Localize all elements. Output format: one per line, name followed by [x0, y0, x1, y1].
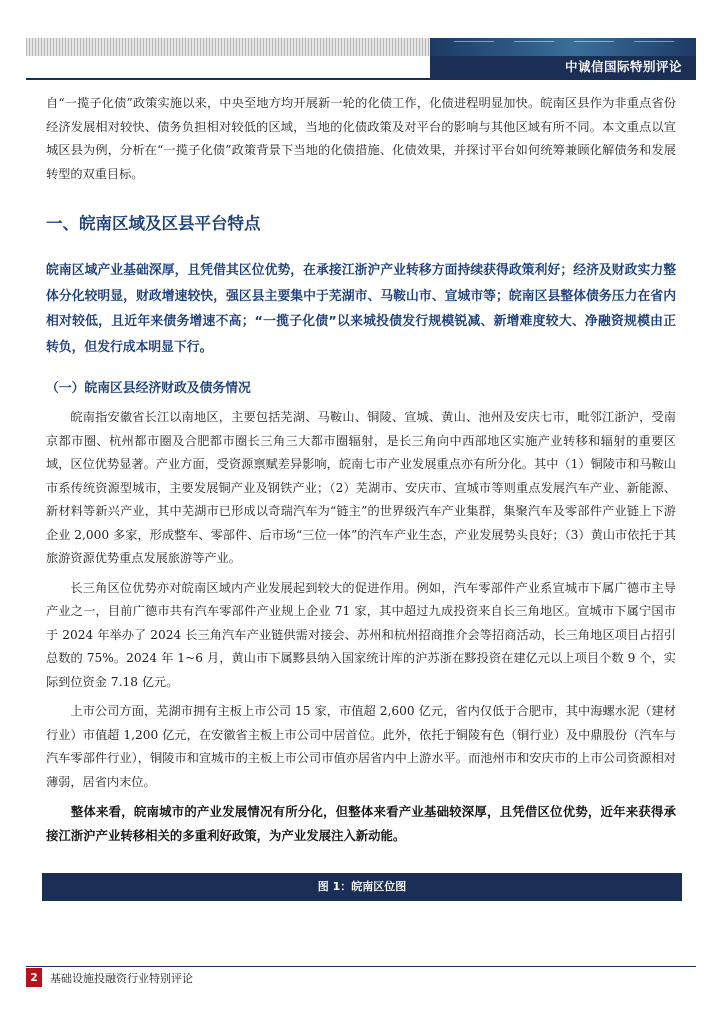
body-paragraph-1: 皖南指安徽省长江以南地区，主要包括芜湖、马鞍山、铜陵、宣城、黄山、池州及安庆七市，毗邻江浙沪，受南京都市圈、杭州都市圈及合肥都市圈长三角三大都市圈辐射，是长三角向中西部地区实施产业转移和辐射的重要区域，区位优势显著。产业方面，受资源禀赋差异影响，皖南七市产业发展重点亦有所分化。其中（1）铜陵市和马鞍山市系传统资源型城市，主要发展铜产业及钢铁产业；（2）芜湖市、安庆市、宣城市等则重点发展汽车产业、新能源、新材料等新兴产业，其中芜湖市已形成以奇瑞汽车为“链主”的世界级汽车产业集群，集聚汽车及零部件产业链上下游企业 2,000 多家，形成整车、零部件、后市场“三位一体”的汽车产业生态，产业发展势头良好；（3）黄山市依托于其旅游资源优势重点发展旅游等产业。	[46, 410, 676, 565]
body-paragraph-3: 上市公司方面，芜湖市拥有主板上市公司 15 家，市值超 2,600 亿元，省内仅低于合肥市，其中海螺水泥（建材行业）市值超 1,200 亿元，在安徽省主板上市公司中居首位。此外，依托于铜陵有色（铜行业）及中鼎股份（汽车与汽车零部件行业），铜陵市和宣城市的主板上市公司市值亦居省内中上游水平。而池州市和安庆市的上市公司资源相对薄弱，居省内末位。	[46, 704, 676, 789]
section-summary: 皖南区域产业基础深厚，且凭借其区位优势，在承接江浙沪产业转移方面持续获得政策利好；经济及财政实力整体分化较明显，财政增速较快，强区县主要集中于芜湖市、马鞍山市、宣城市等；皖南区县整体债务压力在省内相对较低，且近年来债务增速不高；“一揽子化债”以来城投债发行规模锐减、新增难度较大、净融资规模由正转负，但发行成本明显下行。	[46, 263, 676, 355]
footer-title: 基础设施投融资行业特别评论	[50, 972, 193, 985]
subsection-heading: （一）皖南区县经济财政及债务情况	[46, 381, 251, 396]
header-divider	[26, 78, 696, 80]
intro-paragraph: 自“一揽子化债”政策实施以来，中央至地方均开展新一轮的化债工作，化债进程明显加快。皖南区县作为非重点省份经济发展相对较快、债务负担相对较低的区域，当地的化债政策及对平台的影响与其他区域有所不同。本文重点以宣城区县为例，分析在“一揽子化债”政策背景下当地的化债措施、化债效果，并探讨平台如何统筹兼顾化解债务和发展转型的双重目标。	[46, 96, 676, 181]
footer-divider	[26, 966, 696, 967]
header-decoration	[430, 38, 696, 56]
conclusion-paragraph: 整体来看，皖南城市的产业发展情况有所分化，但整体来看产业基础较深厚，且凭借区位优势，近年来获得承接江浙沪产业转移相关的多重利好政策，为产业发展注入新动能。	[46, 804, 676, 843]
page-number: 2	[26, 968, 42, 987]
section-heading: 一、皖南区域及区县平台特点	[46, 214, 261, 233]
report-series-title: 中诚信国际特别评论	[430, 56, 696, 78]
figure-caption: 图 1：皖南区位图	[42, 873, 682, 901]
body-paragraph-2: 长三角区位优势亦对皖南区域内产业发展起到较大的促进作用。例如，汽车零部件产业系宣城市下属广德市主导产业之一，目前广德市共有汽车零部件产业规上企业 71 家，其中超过九成投资来自长三角地区。宣城市下属宁国市于 2024 年举办了 2024 长三角汽车产业链供需对接会、苏州和杭州招商推介会等招商活动，长三角地区项目占招引总数的 75%。2024 年 1~6 月，黄山市下属黟县纳入国家统计库的沪苏浙在黟投资在建亿元以上项目个数 9 个，实际到位资金 7.18 亿元。	[46, 580, 676, 689]
page-content	[46, 92, 676, 848]
